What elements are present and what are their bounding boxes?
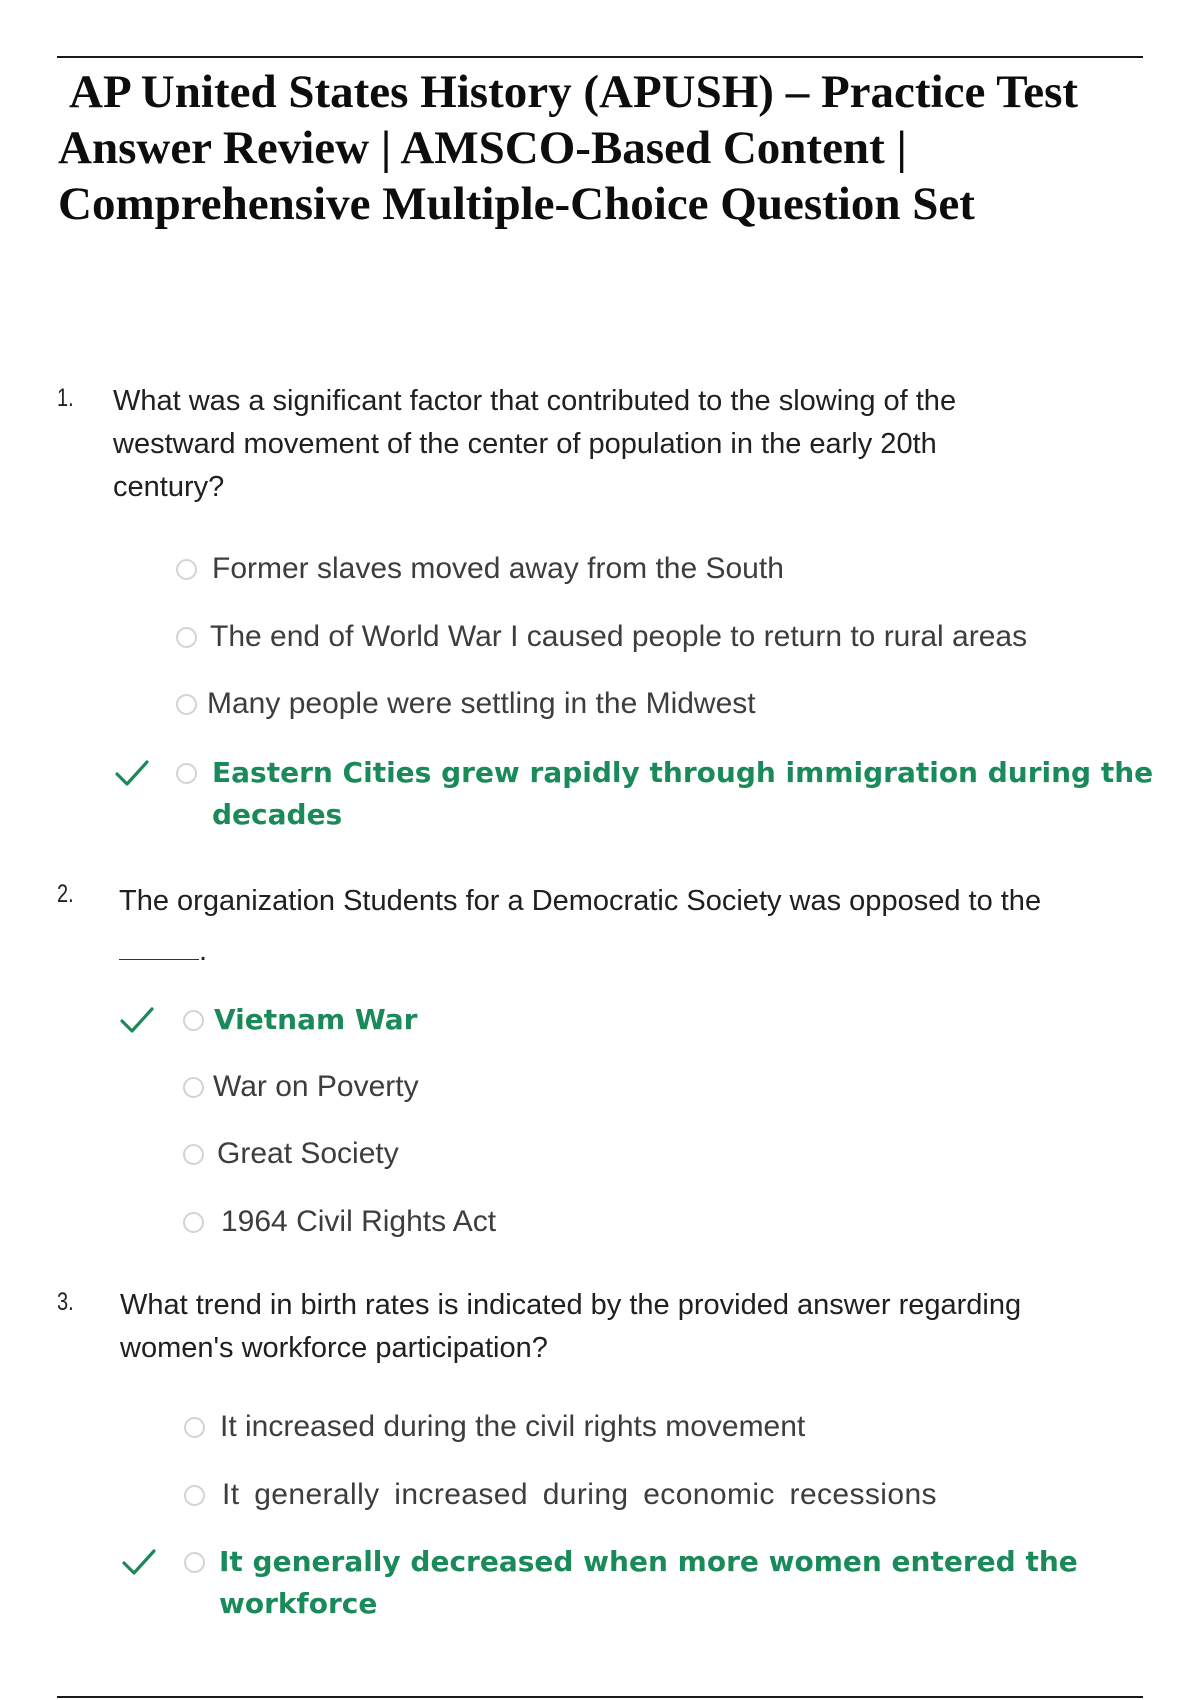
answer-option[interactable]	[0, 616, 1200, 662]
answer-option-correct[interactable]	[0, 999, 1200, 1045]
radio-button[interactable]	[183, 1212, 204, 1233]
question-number: 1.	[57, 384, 74, 412]
answer-option[interactable]	[0, 1406, 1200, 1452]
radio-button[interactable]	[183, 1010, 204, 1031]
document-title	[58, 64, 1148, 232]
check-icon	[121, 1546, 157, 1578]
title-line: Answer Review | AMSCO-Based Content |	[58, 122, 907, 174]
question-number: 2.	[57, 880, 74, 908]
radio-button[interactable]	[184, 1417, 205, 1438]
option-label: Former slaves moved away from the South	[212, 552, 784, 585]
question-text: What trend in birth rates is indicated by the provided answer regarding women's workforce participation?	[120, 1289, 1022, 1364]
answer-option[interactable]	[0, 683, 1200, 729]
radio-button[interactable]	[176, 627, 197, 648]
radio-button[interactable]	[184, 1552, 205, 1573]
option-label: Eastern Cities grew rapidly through immigration during the decades	[212, 756, 1154, 831]
answer-option[interactable]	[0, 1201, 1200, 1247]
option-label: 1964 Civil Rights Act	[221, 1205, 497, 1238]
answer-option-correct[interactable]	[0, 1541, 1200, 1631]
option-label: Great Society	[217, 1137, 399, 1170]
title-line: AP United States History (APUSH) – Practice Test	[69, 66, 1079, 118]
question-number: 3.	[57, 1288, 74, 1316]
option-label: The end of World War I caused people to return to rural areas	[210, 620, 1028, 653]
option-label: War on Poverty	[213, 1070, 419, 1103]
radio-button[interactable]	[176, 694, 197, 715]
radio-button[interactable]	[176, 763, 197, 784]
radio-button[interactable]	[176, 559, 197, 580]
option-label: It generally increased during economic recessions	[222, 1478, 937, 1511]
check-icon	[119, 1004, 155, 1036]
top-divider	[57, 56, 1143, 58]
fill-in-blank	[119, 933, 199, 960]
question-text: The organization Students for a Democratic Society was opposed to the .	[119, 885, 1042, 967]
answer-option[interactable]	[0, 1474, 1200, 1520]
title-line: Comprehensive Multiple-Choice Question Set	[58, 178, 975, 230]
bottom-divider	[57, 1696, 1143, 1698]
radio-button[interactable]	[184, 1485, 205, 1506]
option-label: It increased during the civil rights movement	[220, 1410, 806, 1443]
answer-option[interactable]	[0, 1066, 1200, 1112]
radio-button[interactable]	[183, 1077, 204, 1098]
answer-option-correct[interactable]	[0, 752, 1200, 842]
option-label: Many people were settling in the Midwest	[207, 687, 756, 720]
radio-button[interactable]	[183, 1144, 204, 1165]
answer-option[interactable]	[0, 1133, 1200, 1179]
answer-option[interactable]	[0, 548, 1200, 594]
option-label: It generally decreased when more women entered the workforce	[219, 1545, 1078, 1620]
question-text: What was a significant factor that contributed to the slowing of the westward movement of the center of population in the early 20th century?	[113, 385, 957, 503]
option-label: Vietnam War	[214, 1003, 418, 1036]
check-icon	[114, 757, 150, 789]
